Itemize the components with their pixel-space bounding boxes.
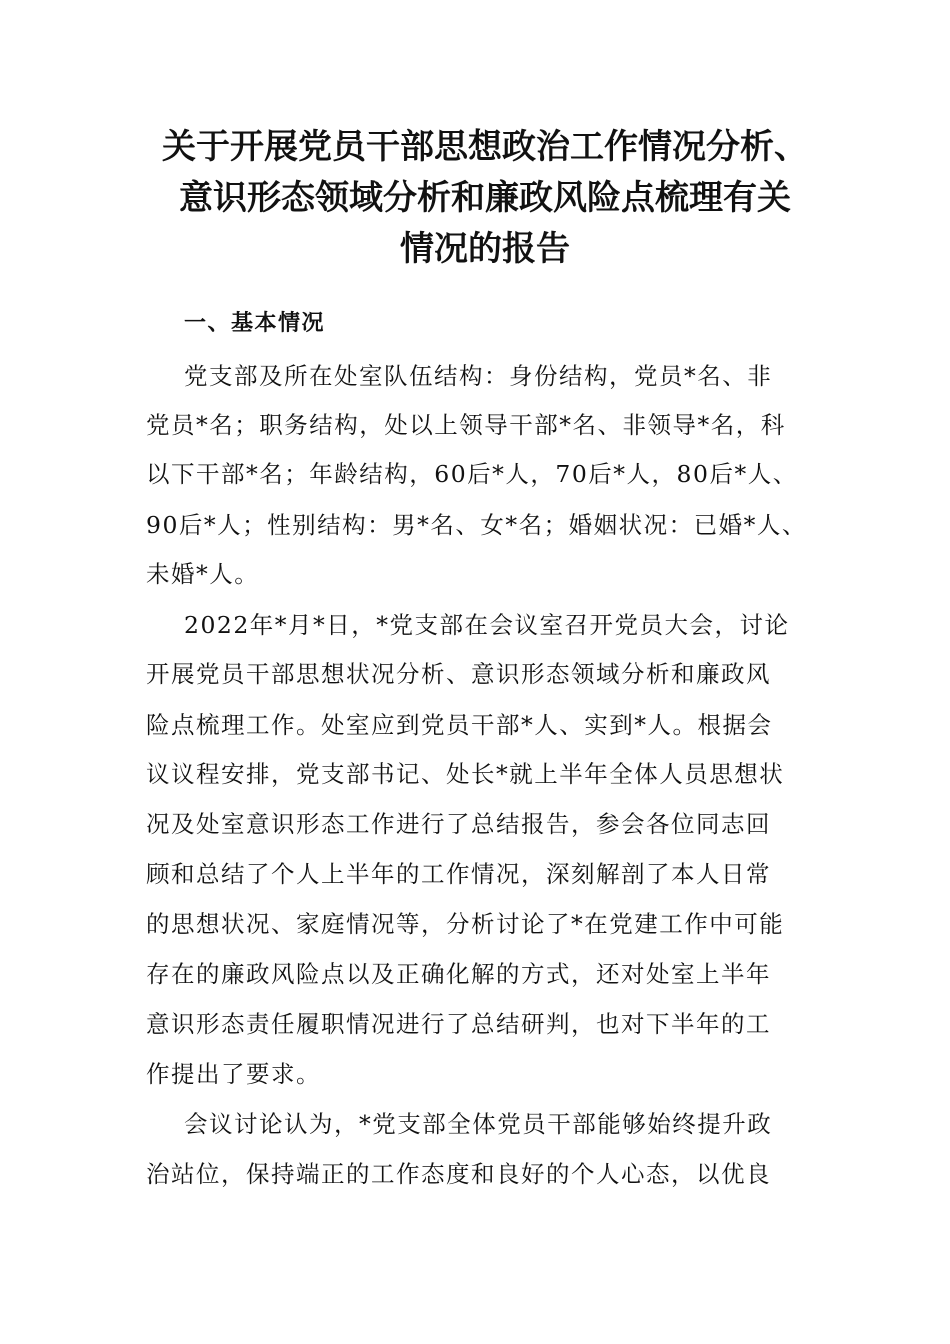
paragraph-2-line-9: 意识形态责任履职情况进行了总结研判，也对下半年的工 bbox=[146, 1010, 771, 1038]
document-title bbox=[140, 122, 830, 275]
title-line-1: 关于开展党员干部思想政治工作情况分析、 bbox=[162, 127, 808, 167]
paragraph-1-line-5: 未婚*人。 bbox=[146, 560, 260, 588]
paragraph-1-line-2: 党员*名；职务结构，处以上领导干部*名、非领导*名，科 bbox=[146, 411, 786, 439]
paragraph-1-line-4: 90后*人；性别结构：男*名、女*名；婚姻状况：已婚*人、 bbox=[146, 511, 807, 539]
paragraph-2-line-6: 顾和总结了个人上半年的工作情况，深刻解剖了本人日常 bbox=[146, 860, 771, 888]
paragraph-2-line-3: 险点梳理工作。处室应到党员干部*人、实到*人。根据会 bbox=[146, 711, 773, 739]
paragraph-2-line-8: 存在的廉政风险点以及正确化解的方式，还对处室上半年 bbox=[146, 960, 771, 988]
title-line-2: 意识形态领域分析和廉政风险点梳理有关 bbox=[179, 178, 791, 218]
paragraph-1-line-3: 以下干部*名；年龄结构，60后*人，70后*人，80后*人、 bbox=[146, 460, 798, 488]
paragraph-2-line-10: 作提出了要求。 bbox=[146, 1060, 321, 1088]
title-line-3: 情况的报告 bbox=[400, 229, 570, 269]
paragraph-2-line-1: 2022年*月*日，*党支部在会议室召开党员大会，讨论 bbox=[184, 611, 790, 639]
paragraph-3-line-2: 治站位，保持端正的工作态度和良好的个人心态，以优良 bbox=[146, 1160, 771, 1188]
paragraph-2-line-4: 议议程安排，党支部书记、处长*就上半年全体人员思想状 bbox=[146, 760, 785, 788]
paragraph-2-line-5: 况及处室意识形态工作进行了总结报告，参会各位同志回 bbox=[146, 810, 771, 838]
paragraph-1-line-1: 党支部及所在处室队伍结构：身份结构，党员*名、非 bbox=[184, 362, 773, 390]
section-heading: 一、基本情况 bbox=[184, 311, 326, 336]
paragraph-2-line-7: 的思想状况、家庭情况等，分析讨论了*在党建工作中可能 bbox=[146, 910, 785, 938]
paragraph-2-line-2: 开展党员干部思想状况分析、意识形态领域分析和廉政风 bbox=[146, 660, 771, 688]
paragraph-3-line-1: 会议讨论认为，*党支部全体党员干部能够始终提升政 bbox=[184, 1110, 773, 1138]
